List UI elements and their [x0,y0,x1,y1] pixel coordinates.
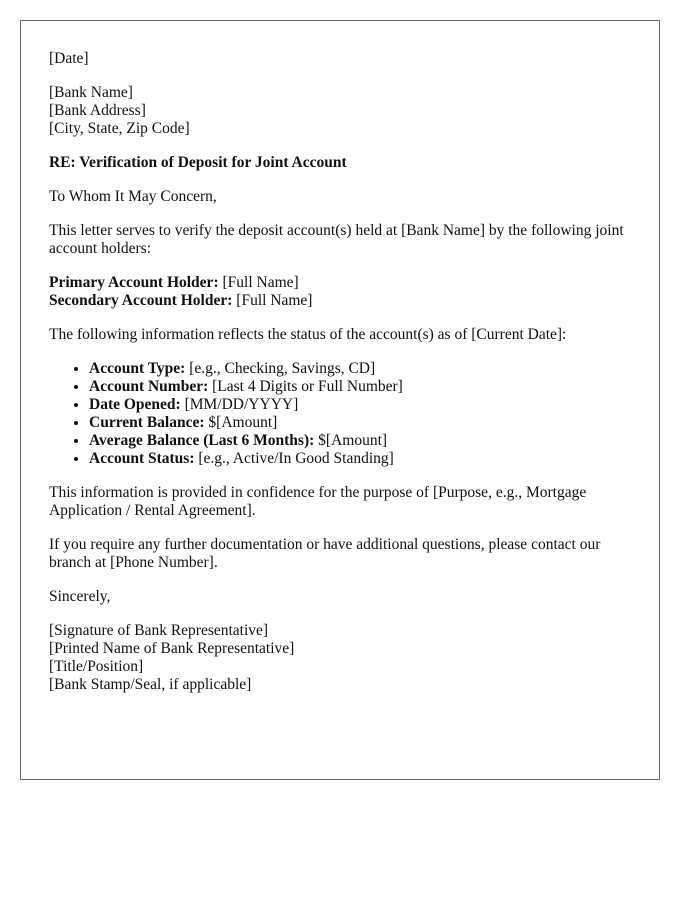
detail-average-balance [89,432,631,450]
signature-line: [Signature of Bank Representative] [49,622,269,639]
letter-page [20,20,660,780]
letter-date: [Date] [49,50,89,67]
detail-value: $[Amount] [204,414,278,431]
intro-paragraph: This letter serves to verify the deposit account(s) held at [Bank Name] by the following joint account holders: [49,222,624,257]
detail-date-opened [89,396,631,414]
account-holders [49,274,631,310]
status-intro: The following information reflects the status of the account(s) as of [Current Date]: [49,326,567,343]
stamp-line: [Bank Stamp/Seal, if applicable] [49,676,252,693]
city-state-zip: [City, State, Zip Code] [49,120,190,137]
detail-value: [MM/DD/YYYY] [180,396,299,413]
primary-holder-value: [Full Name] [218,274,299,291]
title-line: [Title/Position] [49,658,144,675]
closing: Sincerely, [49,588,111,605]
detail-value: $[Amount] [314,432,388,449]
printed-name-line: [Printed Name of Bank Representative] [49,640,295,657]
secondary-holder [49,292,631,310]
detail-label: Date Opened: [89,396,181,413]
subject-line [49,154,631,172]
contact-paragraph: If you require any further documentation or have additional questions, please contact our branch at [Phone Number]. [49,536,601,571]
confidence-paragraph: This information is provided in confidence for the purpose of [Purpose, e.g., Mortgage Application / Rental Agreement]. [49,484,587,519]
detail-label: Account Number: [89,378,209,395]
subject-text: RE: Verification of Deposit for Joint Account [49,154,347,171]
detail-value: [e.g., Active/In Good Standing] [194,450,394,467]
account-details-list [49,360,631,468]
recipient-address [49,84,631,138]
signature-block [49,622,631,694]
secondary-holder-value: [Full Name] [232,292,313,309]
detail-label: Current Balance: [89,414,205,431]
detail-value: [Last 4 Digits or Full Number] [208,378,403,395]
detail-label: Average Balance (Last 6 Months): [89,432,315,449]
detail-account-status [89,450,631,468]
detail-account-type [89,360,631,378]
bank-address: [Bank Address] [49,102,146,119]
detail-label: Account Type: [89,360,186,377]
detail-label: Account Status: [89,450,195,467]
primary-holder-label: Primary Account Holder: [49,274,219,291]
salutation: To Whom It May Concern, [49,188,217,205]
detail-account-number [89,378,631,396]
detail-current-balance [89,414,631,432]
secondary-holder-label: Secondary Account Holder: [49,292,233,309]
bank-name: [Bank Name] [49,84,133,101]
primary-holder [49,274,631,292]
detail-value: [e.g., Checking, Savings, CD] [185,360,376,377]
